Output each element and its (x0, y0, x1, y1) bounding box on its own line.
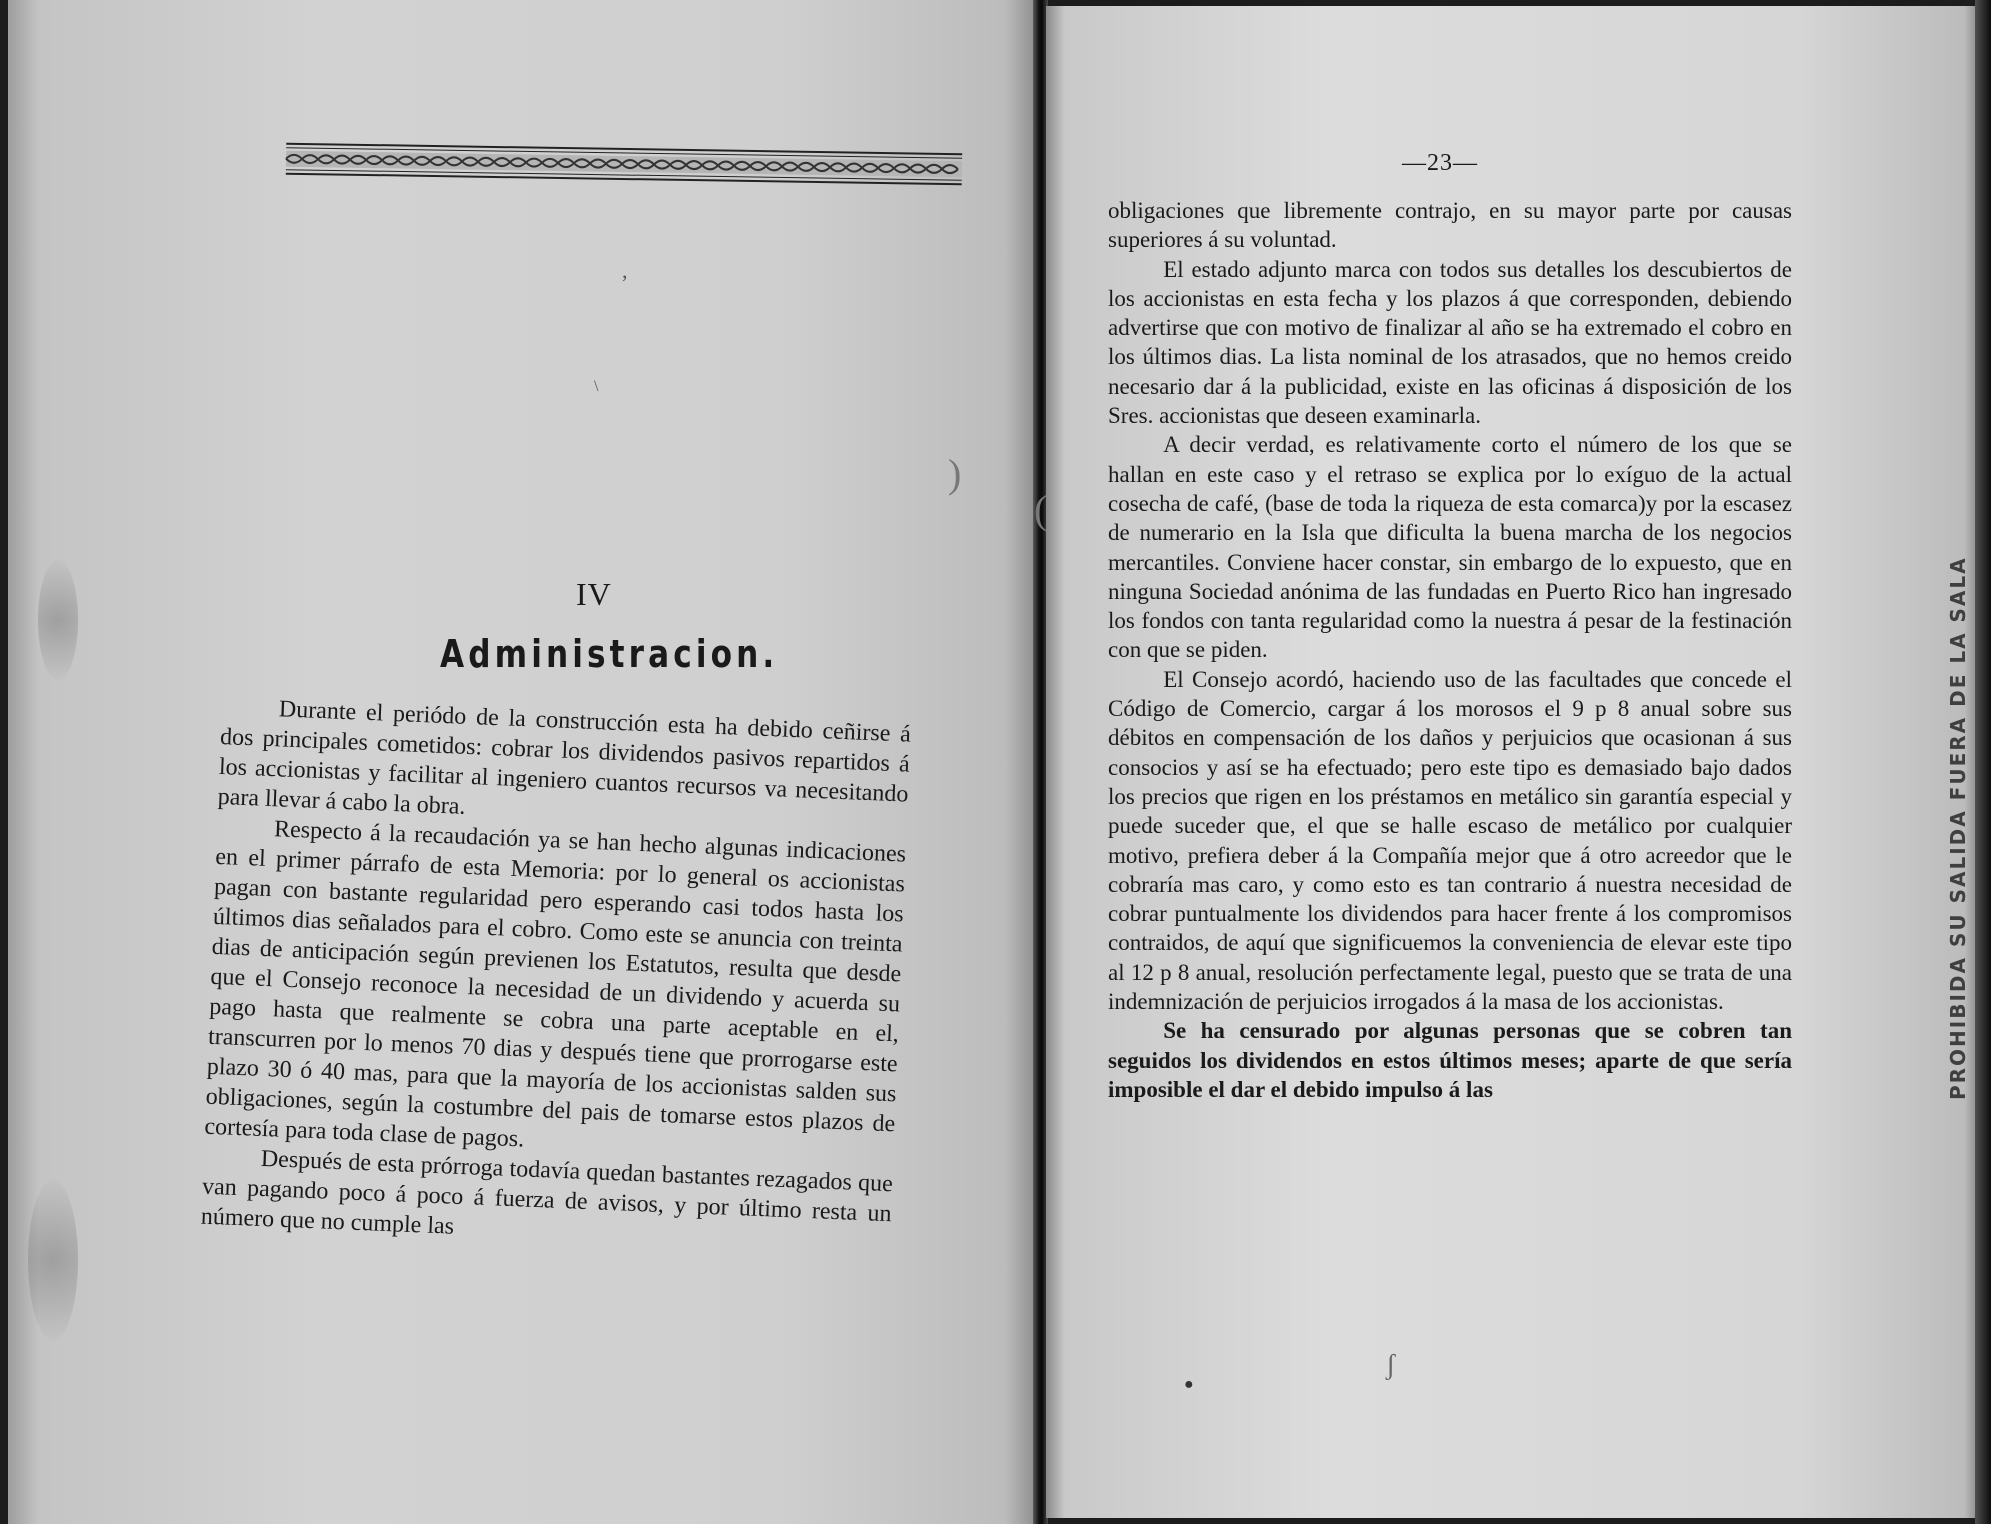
right-page (1034, 6, 1983, 1518)
paper-crease-mark: ) (948, 451, 962, 496)
chapter-number: IV (576, 576, 612, 612)
margin-stamp: PROHIBIDA SU SALIDA FUERA DE LA SALA (1946, 556, 1970, 1100)
ink-speck: ʃ (1386, 1350, 1396, 1381)
ink-speck: , (622, 258, 628, 283)
paragraph: El Consejo acordó, haciendo uso de las facultades que concede el Código de Comercio, cargar á los morosos el 9 p 8 anual sobre sus débitos en compensación de los daños y perjuicios que ocasionan á sus consocios y así se ha efectuado; pero este tipo es demasiado bajo dados los precios que rigen en los préstamos en metálico sin garantía especial y puede suceder que, el que se halle escaso de metálico por cualquier motivo, prefiera deber á la Compañía mejor que á otro acreedor que le cobraría mas caro, y como esto es tan contrario á nuestra necesidad de cobrar puntualmente los dividendos para hacer frente á los compromisos contraidos, de aquí que significuemos la conveniencia de elevar este tipo al 12 p 8 anual, resolución perfectamente legal, puesto que se trata de una indemnización de perjuicios irrogados á la masa de los accionistas. (1108, 666, 1792, 1015)
paper-crease-mark: ( (1034, 487, 1048, 532)
paragraph: Durante el periódo de la construcción esta ha debido ceñirse á dos principales cometidos: cobrar los dividendos pasivos repartidos á los accionistas y facilitar al ingeniero cuantos recursos va necesitando para llevar á cabo la obra. (217, 696, 912, 820)
left-page (8, 0, 1036, 1524)
ink-speck: \ (594, 378, 599, 395)
page-number: —23— (1402, 150, 1478, 176)
paragraph: Después de esta prórroga todavía quedan bastantes rezagados que van pagando poco á poco á fuerza de avisos, y por último resta un número que no cumple las (200, 1145, 894, 1240)
paper-stain (28, 1180, 78, 1340)
paragraph: Se ha censurado por algunas personas que se cobren tan seguidos los dividendos en estos últimos meses; aparte de que sería imposible el dar el debido impulso á las (1108, 1018, 1792, 1102)
decorative-border-ornament (286, 141, 962, 188)
right-body-text (1108, 196, 1792, 1104)
paragraph: El estado adjunto marca con todos sus detalles los descubiertos de los accionistas en esta fecha y los plazos á que corresponden, debiendo advertirse que con motivo de finalizar al año se ha extremado el cobro en los últimos dias. La lista nominal de los atrasados, que no hemos creido necesario dar á la publicidad, existe en las oficinas á disposición de los Sres. accionistas que deseen examinarla. (1108, 256, 1792, 429)
ink-speck: ● (1184, 1376, 1194, 1393)
chapter-title: Administracion. (440, 632, 779, 676)
paper-stain (38, 560, 78, 680)
paragraph: obligaciones que libremente contrajo, en su mayor parte por causas superiores á su voluntad. (1108, 198, 1792, 253)
scan-edge (1975, 0, 1991, 1524)
left-body-text (200, 692, 911, 1259)
paragraph: A decir verdad, es relativamente corto el número de los que se hallan en este caso y el retraso se explica por lo exíguo de la actual cosecha de café, (base de toda la riqueza de esta comarca)y por la escasez de numerario en la Isla que dificulta la buena marcha de los negocios mercantiles. Conviene hacer constar, sin embargo de lo expuesto, que en ninguna Sociedad anónima de las fundadas en Puerto Rico han ingresado los fondos con tanta regularidad como la nuestra á pesar de la festinación con que se piden. (1108, 432, 1792, 663)
paragraph: Respecto á la recaudación ya se han hecho algunas indicaciones en el primer párrafo de esta Memoria: por lo general os accionistas pagan con bastante regularidad pero esperando casi todos hasta los últimos dias señalados para el cobro. Como este se anuncia con treinta dias de anticipación según previenen los Estatutos, resulta que desde que el Consejo reconoce la necesidad de un dividendo y acuerda su pago hasta que realmente se cobra una parte aceptable en el, transcurren por lo menos 70 dias y después tiene que prorrogarse este plazo 30 ó 40 mas, para que la mayoría de los accionistas salden sus obligaciones, según la costumbre del pais de tomarse estos plazos de cortesía para toda clase de pagos. (204, 816, 907, 1153)
